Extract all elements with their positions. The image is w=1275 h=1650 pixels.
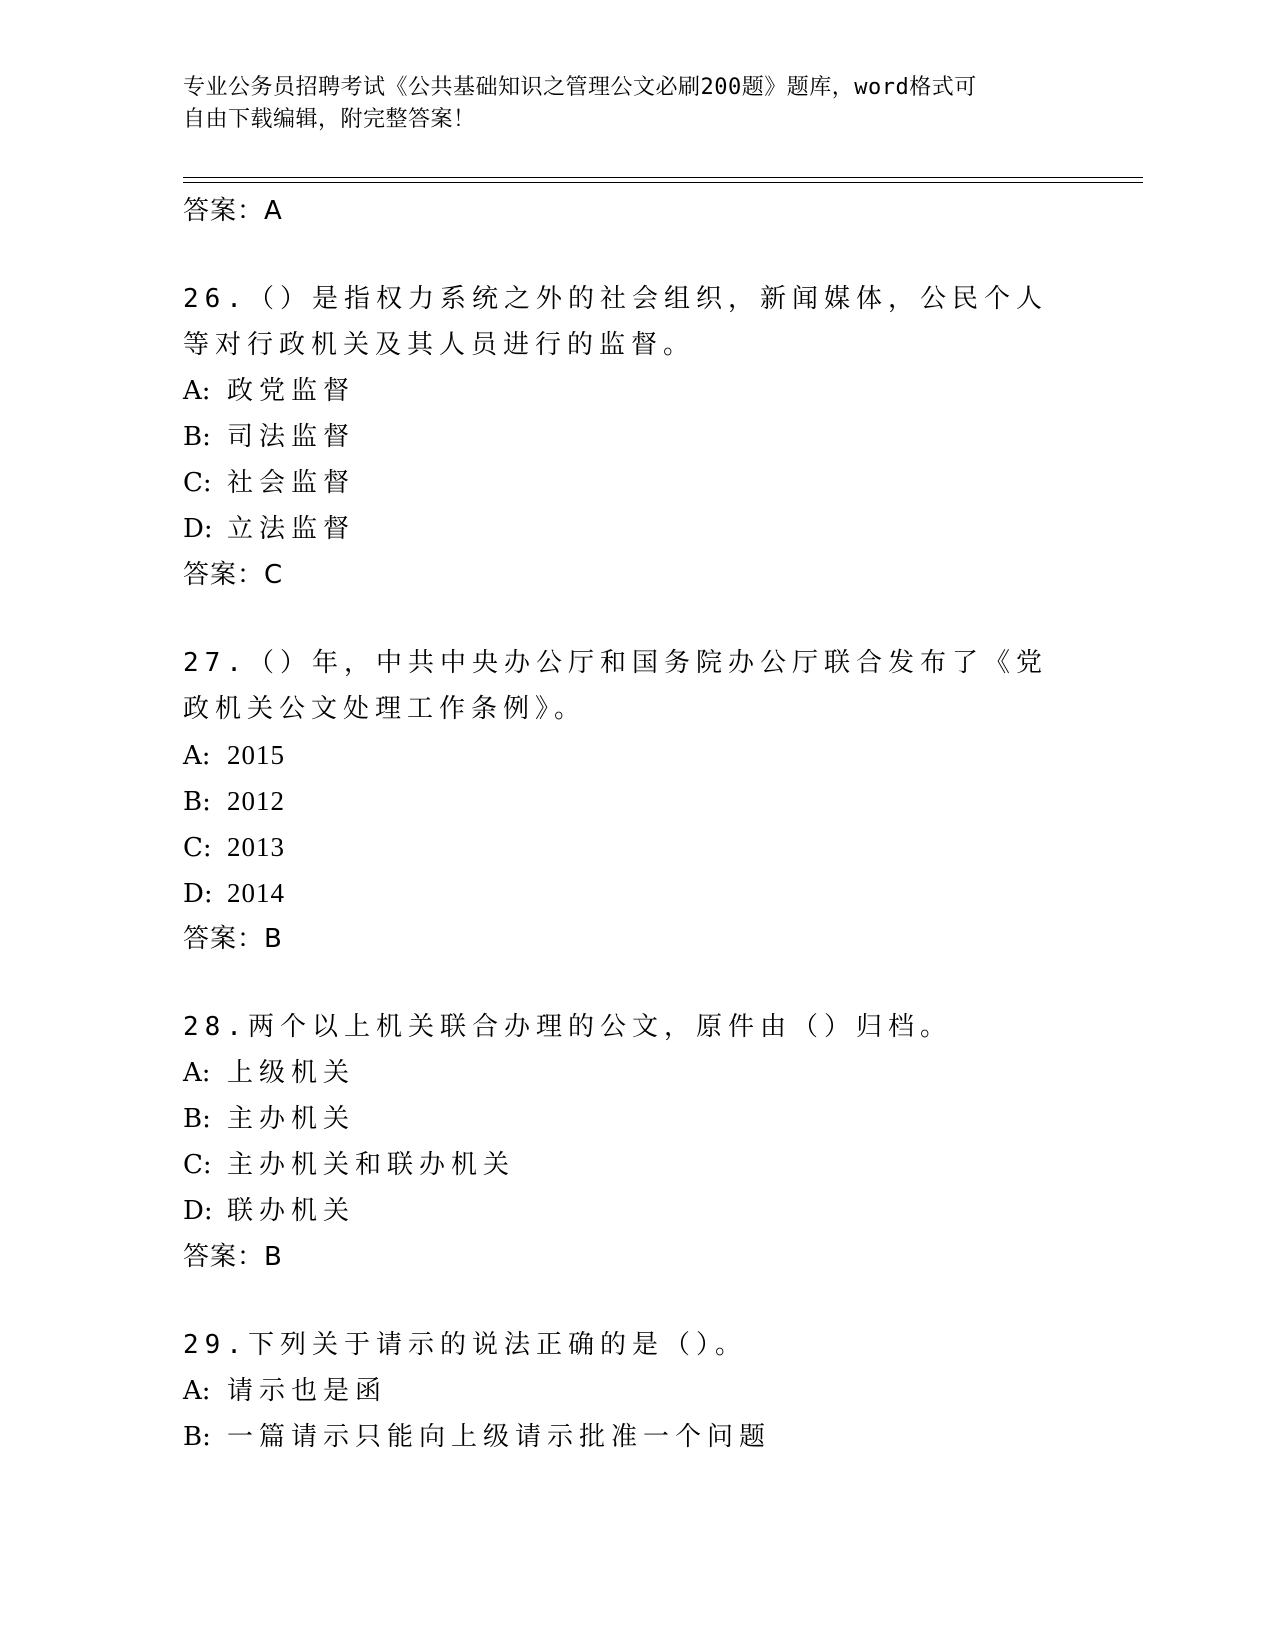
option-c — [183, 824, 1083, 870]
option-text: 司法监督 — [227, 422, 356, 452]
option-d — [183, 870, 1083, 916]
option-letter: B: — [183, 422, 211, 452]
option-letter: A: — [183, 741, 211, 771]
option-b — [183, 1096, 1083, 1142]
answer-line: 答案：C — [183, 560, 284, 590]
option-b — [183, 414, 1083, 460]
header-line-1: 专业公务员招聘考试《公共基础知识之管理公文必刷200题》题库，word格式可 — [183, 75, 977, 100]
option-text: 立法监督 — [227, 514, 356, 544]
question-stem: 26.（）是指权力系统之外的社会组织，新闻媒体，公民个人等对行政机关及其人员进行的监督。 — [183, 284, 1048, 360]
option-letter: C: — [183, 468, 212, 498]
option-letter: B: — [183, 787, 211, 817]
option-c — [183, 1142, 1083, 1188]
question-26 — [183, 276, 1083, 598]
header-line-2: 自由下载编辑，附完整答案！ — [183, 107, 476, 132]
option-text: 主办机关 — [227, 1104, 356, 1134]
option-text: 请示也是函 — [227, 1376, 388, 1406]
option-text: 政党监督 — [227, 376, 356, 406]
option-text: 2014 — [227, 878, 285, 908]
option-text: 2015 — [227, 740, 285, 770]
option-letter: D: — [183, 879, 213, 909]
option-letter: C: — [183, 1150, 212, 1180]
spacer — [183, 1280, 1083, 1322]
question-stem: 28.两个以上机关联合办理的公文，原件由（）归档。 — [183, 1012, 952, 1042]
option-letter: A: — [183, 376, 211, 406]
spacer — [183, 598, 1083, 640]
header-divider-top — [183, 177, 1143, 178]
question-list — [183, 188, 1083, 1460]
option-text: 主办机关和联办机关 — [227, 1150, 516, 1180]
option-letter: B: — [183, 1422, 211, 1452]
option-letter: C: — [183, 833, 212, 863]
option-d — [183, 506, 1083, 552]
option-a — [183, 368, 1083, 414]
option-text: 一篇请示只能向上级请示批准一个问题 — [227, 1422, 772, 1452]
option-a — [183, 1050, 1083, 1096]
answer-line: 答案：B — [183, 924, 283, 954]
option-text: 社会监督 — [227, 468, 356, 498]
option-b — [183, 778, 1083, 824]
option-d — [183, 1188, 1083, 1234]
option-letter: A: — [183, 1376, 211, 1406]
option-a — [183, 732, 1083, 778]
option-letter: A: — [183, 1058, 211, 1088]
option-c — [183, 460, 1083, 506]
option-letter: B: — [183, 1104, 211, 1134]
spacer — [183, 962, 1083, 1004]
spacer — [183, 234, 1083, 276]
option-a — [183, 1368, 1083, 1414]
question-27 — [183, 640, 1083, 962]
option-text: 上级机关 — [227, 1058, 356, 1088]
answer-line: 答案：A — [183, 196, 283, 226]
option-text: 2012 — [227, 786, 285, 816]
question-28 — [183, 1004, 1083, 1280]
option-text: 联办机关 — [227, 1196, 356, 1226]
option-b — [183, 1414, 1083, 1460]
option-letter: D: — [183, 1196, 213, 1226]
option-letter: D: — [183, 514, 213, 544]
header-divider-bottom — [183, 182, 1143, 183]
question-stem: 27.（）年，中共中央办公厅和国务院办公厅联合发布了《党政机关公文处理工作条例》。 — [183, 648, 1048, 724]
question-stem: 29.下列关于请示的说法正确的是（）。 — [183, 1330, 747, 1360]
document-header — [183, 72, 1063, 136]
answer-line: 答案：B — [183, 1242, 283, 1272]
question-29 — [183, 1322, 1083, 1460]
option-text: 2013 — [227, 832, 285, 862]
